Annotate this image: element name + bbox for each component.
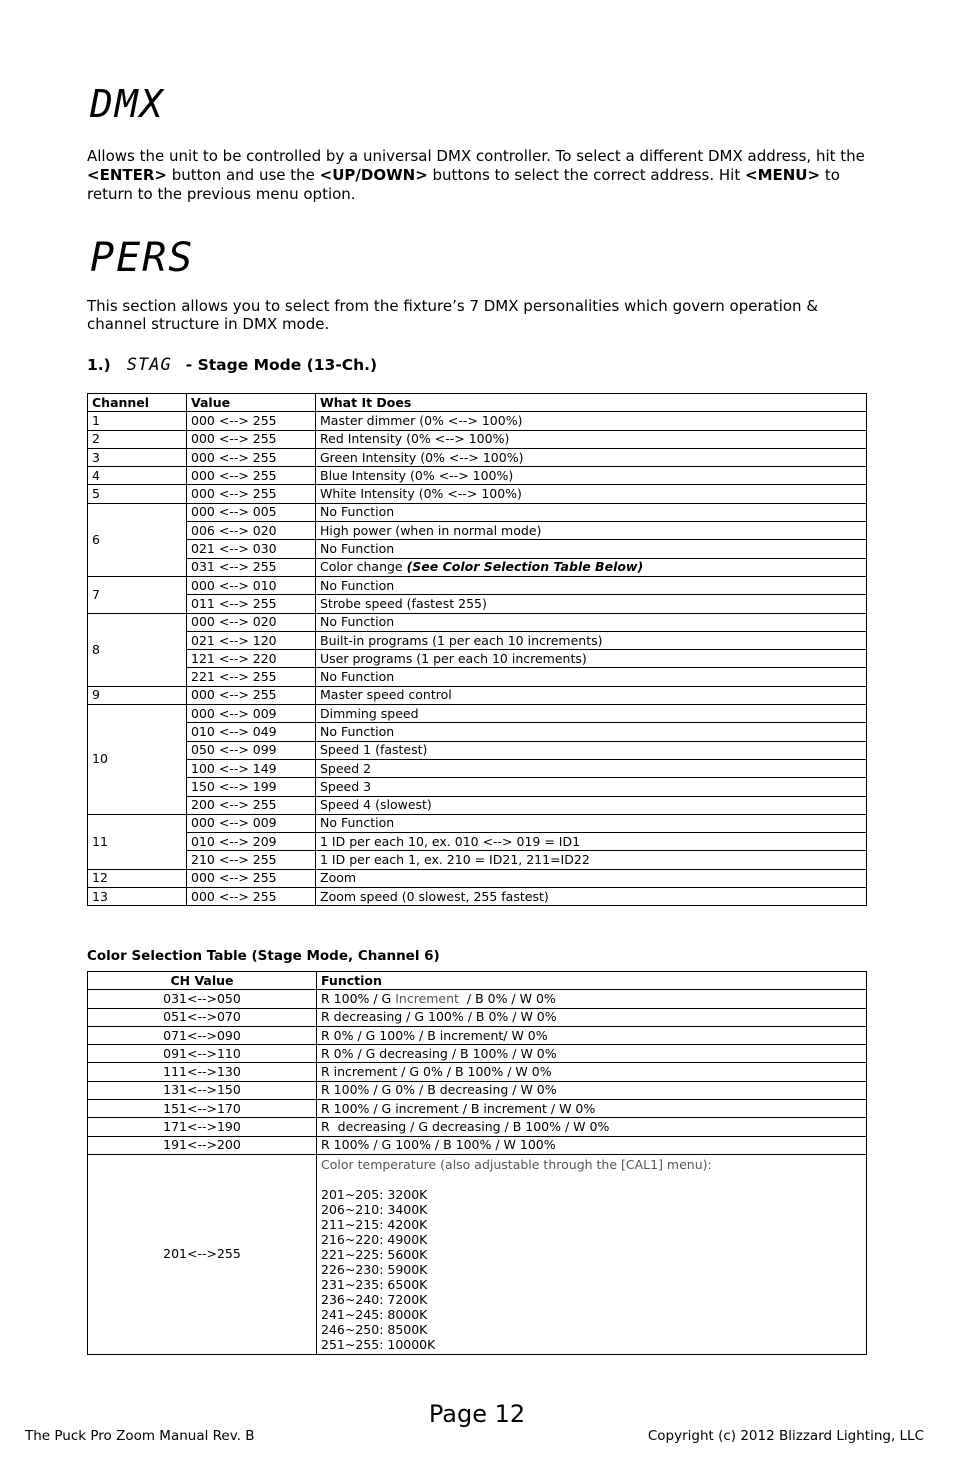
list-item: 226~230: 5900K (321, 1261, 428, 1277)
table-row (88, 1008, 867, 1026)
table-row (88, 888, 867, 906)
value-cell: 006 <--> 020 (187, 522, 316, 540)
value-cell: 050 <--> 099 (187, 741, 316, 759)
function-cell: No Function (316, 503, 867, 521)
function-cell: No Function (316, 613, 867, 631)
value-cell: 000 <--> 010 (187, 576, 316, 594)
list-item: 211~215: 4200K (321, 1216, 428, 1232)
table-row (88, 741, 867, 759)
dmx-heading: DMX (90, 82, 165, 126)
function-cell: No Function (316, 576, 867, 594)
function-cell: R increment / G 0% / B 100% / W 0% (317, 1063, 867, 1081)
list-item: 206~210: 3400K (321, 1201, 428, 1217)
function-cell: Speed 4 (slowest) (316, 796, 867, 814)
value-cell: 000 <--> 255 (187, 430, 316, 448)
list-item: 236~240: 7200K (321, 1291, 428, 1307)
menu-key-label: <MENU> (745, 166, 821, 184)
table-row (88, 1154, 867, 1354)
value-cell: 131<-->150 (88, 1081, 317, 1099)
channel-cell: 5 (88, 485, 187, 503)
value-cell: 210 <--> 255 (187, 851, 316, 869)
color-table-reference: (See Color Selection Table Below) (406, 559, 644, 575)
function-cell: No Function (316, 668, 867, 686)
header-value: Value (187, 394, 316, 412)
value-cell: 031 <--> 255 (187, 558, 316, 576)
value-cell: 010 <--> 049 (187, 723, 316, 741)
function-cell: Dimming speed (316, 705, 867, 723)
table-row (88, 990, 867, 1008)
section-title: Stage Mode (13-Ch.) (197, 356, 378, 374)
function-cell: Built-in programs (1 per each 10 increments) (316, 631, 867, 649)
enter-key-label: <ENTER> (87, 166, 167, 184)
table-row (88, 503, 867, 521)
table-row (88, 778, 867, 796)
function-cell: No Function (316, 723, 867, 741)
function-text: / B 0% / W 0% (458, 990, 556, 1006)
function-cell: Master speed control (316, 686, 867, 704)
value-cell: 021 <--> 120 (187, 631, 316, 649)
table-row (88, 540, 867, 558)
channel-cell: 7 (88, 576, 187, 613)
table-row (88, 485, 867, 503)
list-item: 241~245: 8000K (321, 1306, 428, 1322)
table-row (88, 1100, 867, 1118)
channel-cell: 8 (88, 613, 187, 686)
dmx-description (87, 147, 872, 204)
function-cell: Speed 1 (fastest) (316, 741, 867, 759)
section-number: 1.) (87, 356, 111, 374)
value-cell: 021 <--> 030 (187, 540, 316, 558)
value-cell: 201<-->255 (88, 1154, 317, 1354)
value-cell: 000 <--> 255 (187, 888, 316, 906)
function-cell: R 0% / G decreasing / B 100% / W 0% (317, 1045, 867, 1063)
channel-cell: 4 (88, 467, 187, 485)
function-cell: R 0% / G 100% / B increment/ W 0% (317, 1026, 867, 1044)
function-cell: R decreasing / G decreasing / B 100% / W 0% (317, 1118, 867, 1136)
value-cell: 171<-->190 (88, 1118, 317, 1136)
list-item: 216~220: 4900K (321, 1231, 428, 1247)
footer-manual-title: The Puck Pro Zoom Manual Rev. B (25, 1428, 255, 1444)
table-row (88, 869, 867, 887)
value-cell: 121 <--> 220 (187, 650, 316, 668)
function-cell: Speed 2 (316, 759, 867, 777)
pers-description: This section allows you to select from the fixture’s 7 DMX personalities which govern operation & channel structure in DMX mode. (87, 297, 819, 333)
table-row (88, 1081, 867, 1099)
function-cell: No Function (316, 814, 867, 832)
table-row (88, 631, 867, 649)
value-cell: 150 <--> 199 (187, 778, 316, 796)
function-cell: 1 ID per each 10, ex. 010 <--> 019 = ID1 (316, 833, 867, 851)
channel-cell: 13 (88, 888, 187, 906)
table-header-row (88, 394, 867, 412)
list-item: 231~235: 6500K (321, 1276, 428, 1292)
value-cell: 000 <--> 020 (187, 613, 316, 631)
table-row (88, 467, 867, 485)
color-temperature-intro: Color temperature (also adjustable through the [CAL1] menu): (321, 1156, 712, 1172)
function-cell: High power (when in normal mode) (316, 522, 867, 540)
table-row (88, 613, 867, 631)
function-cell: Green Intensity (0% <--> 100%) (316, 448, 867, 466)
function-cell: Speed 3 (316, 778, 867, 796)
function-text-gray: Increment (395, 990, 459, 1006)
value-cell: 000 <--> 005 (187, 503, 316, 521)
function-cell: Master dimmer (0% <--> 100%) (316, 412, 867, 430)
header-ch-value: CH Value (88, 972, 317, 990)
channel-cell: 3 (88, 448, 187, 466)
channel-cell: 12 (88, 869, 187, 887)
function-cell: R 100% / G 100% / B 100% / W 100% (317, 1136, 867, 1154)
function-cell: 1 ID per each 1, ex. 210 = ID21, 211=ID22 (316, 851, 867, 869)
value-cell: 091<-->110 (88, 1045, 317, 1063)
section-dash: - (185, 356, 193, 374)
table-row (88, 833, 867, 851)
table-row (88, 705, 867, 723)
value-cell: 000 <--> 255 (187, 869, 316, 887)
function-cell: Strobe speed (fastest 255) (316, 595, 867, 613)
table-row (88, 796, 867, 814)
value-cell: 000 <--> 255 (187, 412, 316, 430)
value-cell: 000 <--> 255 (187, 448, 316, 466)
table-row (88, 759, 867, 777)
dmx-text-4: to return to the previous menu option. (87, 166, 840, 203)
function-cell: R decreasing / G 100% / B 0% / W 0% (317, 1008, 867, 1026)
function-cell (317, 990, 867, 1008)
value-cell: 100 <--> 149 (187, 759, 316, 777)
table-row (88, 851, 867, 869)
table-row (88, 430, 867, 448)
table-row (88, 558, 867, 576)
dmx-text-2: button and use the (166, 166, 320, 184)
table-row (88, 595, 867, 613)
value-cell: 000 <--> 255 (187, 485, 316, 503)
function-cell: Blue Intensity (0% <--> 100%) (316, 467, 867, 485)
list-item: 221~225: 5600K (321, 1246, 428, 1262)
table-row (88, 814, 867, 832)
value-cell: 000 <--> 009 (187, 705, 316, 723)
function-cell: Zoom (316, 869, 867, 887)
table-row (88, 668, 867, 686)
value-cell: 031<-->050 (88, 990, 317, 1008)
function-cell: White Intensity (0% <--> 100%) (316, 485, 867, 503)
dmx-text-3: buttons to select the correct address. Hit (427, 166, 745, 184)
channel-cell: 9 (88, 686, 187, 704)
table-row (88, 1136, 867, 1154)
dmx-text-1: Allows the unit to be controlled by a universal DMX controller. To select a different DMX address, hit the (87, 147, 865, 165)
function-cell (316, 558, 867, 576)
stage-mode-heading (87, 355, 377, 375)
value-cell: 221 <--> 255 (187, 668, 316, 686)
function-text: R 100% / G (321, 990, 396, 1006)
color-temperature-list (321, 1187, 862, 1352)
value-cell: 000 <--> 255 (187, 467, 316, 485)
function-cell: Red Intensity (0% <--> 100%) (316, 430, 867, 448)
updown-key-label: <UP/DOWN> (319, 166, 428, 184)
stag-display-code: STAG (126, 355, 172, 375)
function-cell: No Function (316, 540, 867, 558)
header-channel: Channel (88, 394, 187, 412)
channel-cell: 1 (88, 412, 187, 430)
function-cell: R 100% / G increment / B increment / W 0% (317, 1100, 867, 1118)
value-cell: 111<-->130 (88, 1063, 317, 1081)
stage-mode-table (87, 393, 867, 906)
header-function: Function (317, 972, 867, 990)
value-cell: 000 <--> 255 (187, 686, 316, 704)
header-what-it-does: What It Does (316, 394, 867, 412)
page-number: Page 12 (428, 1400, 526, 1428)
table-row (88, 1063, 867, 1081)
table-row (88, 723, 867, 741)
color-temperature-cell (317, 1154, 867, 1354)
table-row (88, 412, 867, 430)
channel-cell: 2 (88, 430, 187, 448)
table-row (88, 576, 867, 594)
table-row (88, 448, 867, 466)
table-header-row (88, 972, 867, 990)
list-item: 201~205: 3200K (321, 1186, 428, 1202)
function-cell: Zoom speed (0 slowest, 255 fastest) (316, 888, 867, 906)
list-item: 246~250: 8500K (321, 1321, 428, 1337)
function-cell: User programs (1 per each 10 increments) (316, 650, 867, 668)
table-row (88, 522, 867, 540)
value-cell: 071<-->090 (88, 1026, 317, 1044)
table-row (88, 1026, 867, 1044)
table-row (88, 1045, 867, 1063)
value-cell: 200 <--> 255 (187, 796, 316, 814)
color-selection-table (87, 971, 867, 1355)
function-cell: R 100% / G 0% / B decreasing / W 0% (317, 1081, 867, 1099)
list-item: 251~255: 10000K (321, 1336, 436, 1352)
table-row (88, 1118, 867, 1136)
pers-heading: PERS (90, 235, 195, 281)
color-change-text: Color change (320, 559, 407, 575)
value-cell: 191<-->200 (88, 1136, 317, 1154)
value-cell: 010 <--> 209 (187, 833, 316, 851)
value-cell: 051<-->070 (88, 1008, 317, 1026)
table-row (88, 686, 867, 704)
channel-cell: 11 (88, 814, 187, 869)
value-cell: 000 <--> 009 (187, 814, 316, 832)
table-row (88, 650, 867, 668)
color-table-caption: Color Selection Table (Stage Mode, Channel 6) (87, 948, 440, 964)
value-cell: 011 <--> 255 (187, 595, 316, 613)
footer-copyright: Copyright (c) 2012 Blizzard Lighting, LLC (647, 1428, 924, 1444)
channel-cell: 6 (88, 503, 187, 576)
channel-cell: 10 (88, 705, 187, 815)
value-cell: 151<-->170 (88, 1100, 317, 1118)
